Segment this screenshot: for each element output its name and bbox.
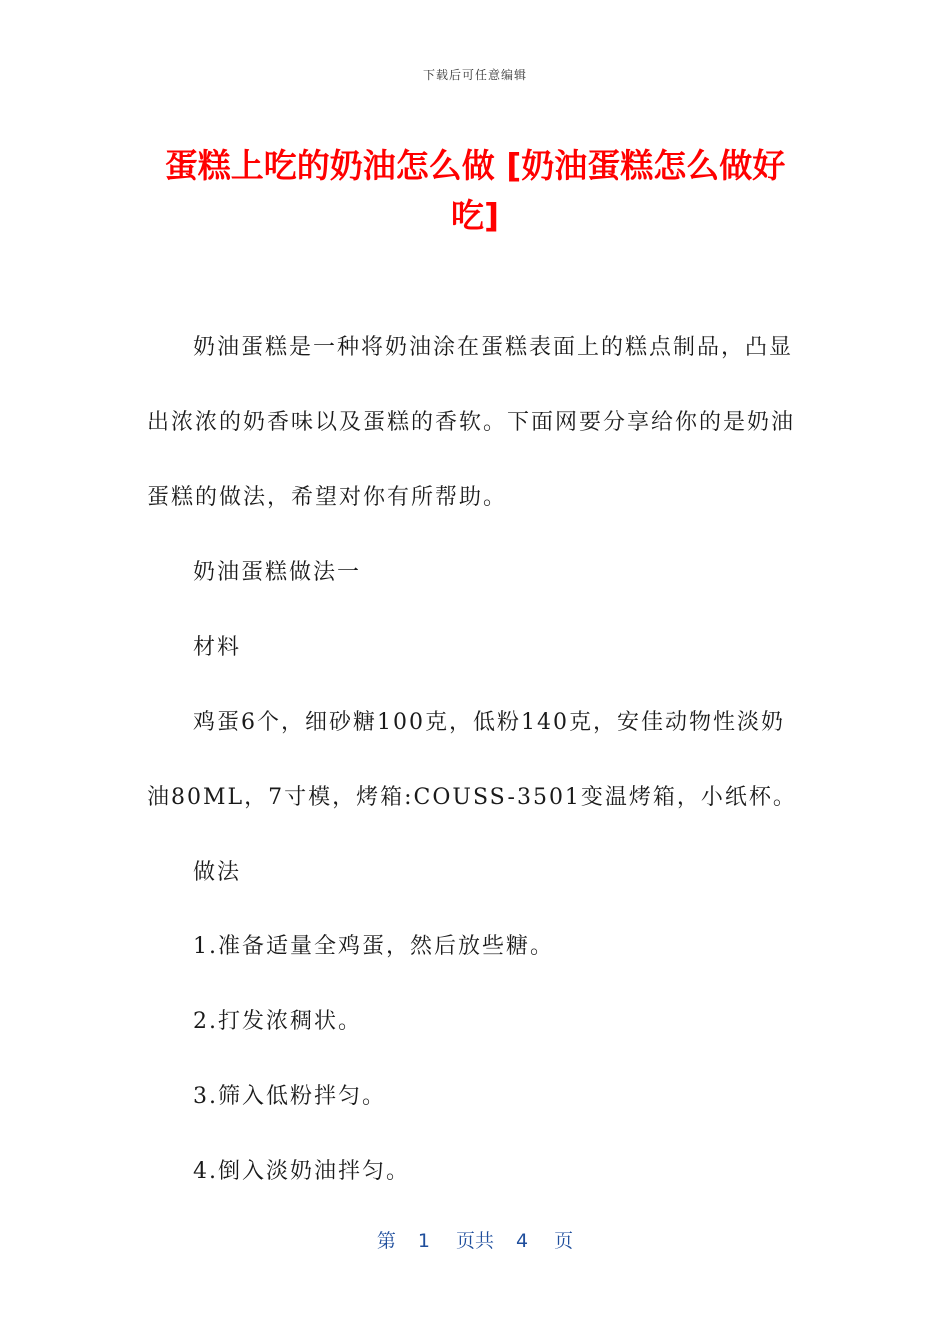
intro-line-3: 蛋糕的做法，希望对你有所帮助。	[147, 485, 508, 510]
steps-heading: 做法	[193, 860, 242, 885]
title-line-1: 蛋糕上吃的奶油怎么做 [奶油蛋糕怎么做好	[164, 146, 786, 185]
header-note: 下载后可任意编辑	[422, 68, 527, 82]
step-item: 2.打发浓稠状。	[193, 1009, 362, 1034]
title-line-2: 吃]	[450, 196, 500, 235]
document-title	[150, 141, 800, 241]
intro-line-1: 奶油蛋糕是一种将奶油涂在蛋糕表面上的糕点制品，凸显	[193, 335, 794, 360]
step-item: 4.倒入淡奶油拌匀。	[193, 1159, 410, 1184]
materials-heading: 材料	[193, 635, 242, 660]
footer-page-number: 1	[417, 1230, 430, 1252]
step-item: 3.筛入低粉拌匀。	[193, 1084, 386, 1109]
method-heading: 奶油蛋糕做法一	[193, 560, 362, 585]
footer-total-pages: 4	[516, 1230, 529, 1252]
page-footer	[0, 1226, 950, 1253]
footer-page-end-label: 页	[554, 1230, 574, 1252]
footer-page-label: 第	[376, 1230, 396, 1252]
intro-line-2: 出浓浓的奶香味以及蛋糕的香软。下面网要分享给你的是奶油	[147, 410, 796, 435]
materials-line-2: 油80ML，7寸模，烤箱:COUSS-3501变温烤箱，小纸杯。	[147, 785, 797, 810]
materials-line-1: 鸡蛋6个，细砂糖100克，低粉140克，安佳动物性淡奶	[193, 710, 785, 735]
footer-page-of-label: 页共	[455, 1230, 494, 1252]
step-item: 1.准备适量全鸡蛋，然后放些糖。	[193, 934, 554, 959]
